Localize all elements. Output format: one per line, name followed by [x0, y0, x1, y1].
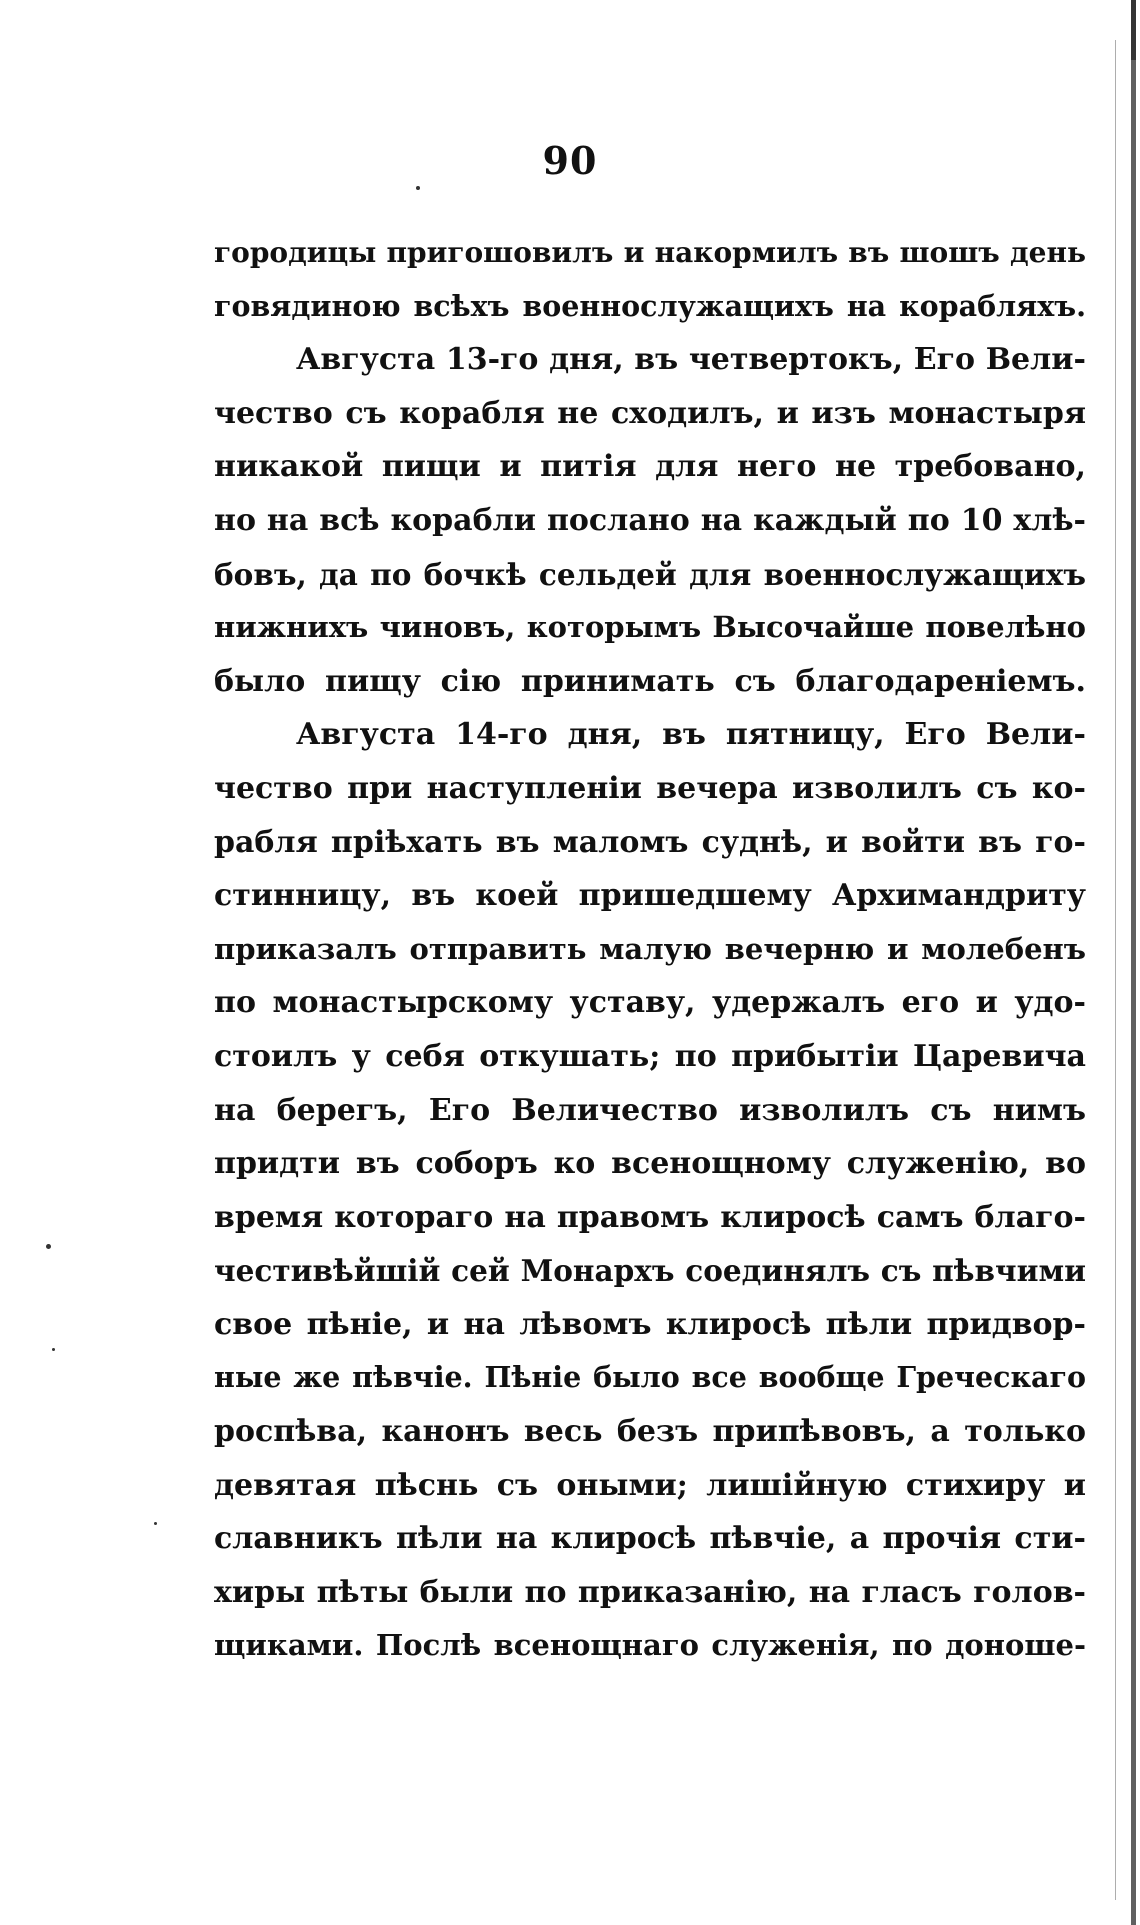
text-line: было пищу сію принимать съ благодареніемъ.: [214, 663, 1086, 699]
text-line: щиками. Послѣ всенощнаго служенія, по доноше-: [214, 1628, 1086, 1663]
text-line: ные же пѣвчіе. Пѣніе было все вообще Греческаго: [214, 1360, 1086, 1395]
text-line: время котораго на правомъ клиросѣ самъ благо-: [214, 1199, 1086, 1235]
text-line: роспѣва, канонъ весь безъ припѣвовъ, а только: [214, 1414, 1086, 1450]
text-line: Августа 14-го дня, въ пятницу, Его Вели-: [296, 717, 1086, 753]
text-line: чество съ корабля не сходилъ, и изъ монастыря: [214, 395, 1086, 431]
text-line: рабля пріѣхать въ маломъ суднѣ, и войти въ го-: [214, 824, 1086, 860]
text-line: нижнихъ чиновъ, которымъ Высочайше повелѣно: [214, 610, 1086, 645]
text-line: стинницу, въ коей пришедшему Архимандриту: [214, 878, 1086, 914]
text-line: свое пѣніе, и на лѣвомъ клиросѣ пѣли придвор-: [214, 1306, 1086, 1342]
text-line: бовъ, да по бочкѣ сельдей для военнослужащихъ: [214, 556, 1086, 592]
text-line: никакой пищи и питія для него не требовано,: [214, 449, 1086, 485]
text-line: по монастырскому уставу, удержалъ его и удо-: [214, 985, 1086, 1021]
text-line: приказалъ отправить малую вечерню и молебенъ: [214, 931, 1086, 966]
text-line: честивѣйшій сей Монархъ соединялъ съ пѣвчими: [214, 1253, 1086, 1289]
ink-speck: [52, 1348, 55, 1351]
text-line: стоилъ у себя откушать; по прибытіи Царевича: [214, 1038, 1086, 1074]
text-line: чество при наступленіи вечера изволилъ съ ко-: [214, 770, 1086, 806]
ink-speck: [46, 1244, 51, 1249]
ink-speck: [416, 186, 420, 190]
text-line: девятая пѣснь съ оными; лишійную стихиру и: [214, 1467, 1086, 1503]
text-line: но на всѣ корабли послано на каждый по 10 хлѣ-: [214, 502, 1086, 538]
body-text: [214, 226, 1086, 1673]
text-line: Августа 13-го дня, въ четвертокъ, Его Вели-: [296, 342, 1086, 378]
page-edge-thin-line: [1115, 40, 1116, 1900]
text-line: славникъ пѣли на клиросѣ пѣвчіе, а прочія сти-: [214, 1521, 1086, 1557]
page-edge-line: [1131, 0, 1136, 1925]
page-number: 90: [542, 138, 598, 183]
text-line: городицы пригошовилъ и накормилъ въ шошъ день: [214, 236, 1086, 269]
text-line: придти въ соборъ ко всенощному служенію, во: [214, 1146, 1086, 1182]
text-line: на берегъ, Его Величество изволилъ съ нимъ: [214, 1092, 1086, 1128]
text-line: говядиною всѣхъ военнослужащихъ на корабляхъ.: [214, 288, 1086, 323]
ink-speck: [154, 1522, 157, 1525]
text-line: хиры пѣты были по приказанію, на гласъ голов-: [214, 1574, 1086, 1610]
